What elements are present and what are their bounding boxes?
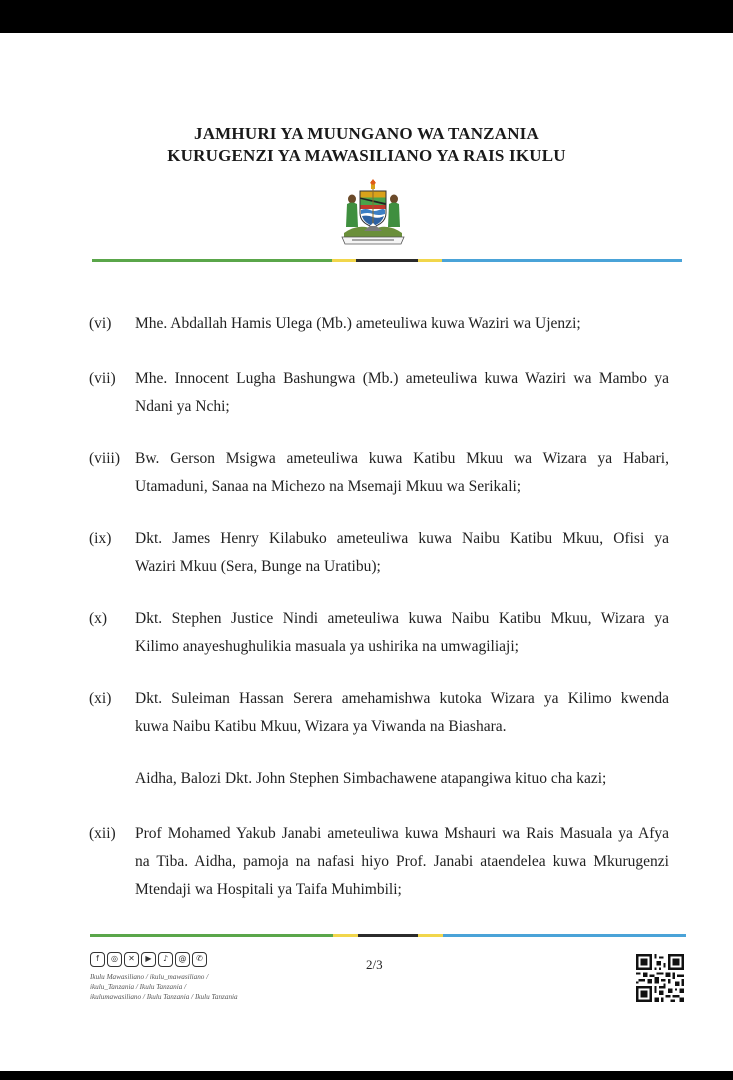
divider-segment bbox=[418, 934, 443, 937]
header-divider bbox=[92, 259, 682, 262]
header-line-2: KURUGENZI YA MAWASILIANO YA RAIS IKULU bbox=[167, 146, 566, 165]
divider-segment bbox=[358, 934, 418, 937]
item-line: Bw. Gerson Msigwa ameteuliwa kuwa Katibu Mkuu wa Wizara ya Habari, bbox=[135, 450, 669, 467]
top-black-bar bbox=[0, 0, 733, 33]
item-line: Mtendaji wa Hospitali ya Taifa Muhimbili; bbox=[135, 881, 402, 898]
coat-of-arms-icon bbox=[338, 179, 408, 249]
handles-line: ikulumawasiliano / Ikulu Tanzania / Ikulu Tanzania bbox=[90, 993, 238, 1001]
page-number: 2/3 bbox=[366, 957, 383, 972]
item-text bbox=[135, 310, 669, 338]
whatsapp-icon[interactable]: ✆ bbox=[192, 952, 207, 967]
item-text bbox=[135, 525, 669, 581]
item-line: Ndani ya Nchi; bbox=[135, 398, 230, 415]
item-text bbox=[135, 605, 669, 661]
item-line: Dkt. Stephen Justice Nindi ameteuliwa kuwa Naibu Katibu Mkuu, Wizara ya bbox=[135, 610, 669, 627]
qr-code-icon[interactable] bbox=[636, 954, 684, 1002]
handles-line: Ikulu Mawasiliano / ikulu_mawasiliano / bbox=[90, 973, 209, 981]
item-line: Mhe. Abdallah Hamis Ulega (Mb.) ameteuliwa kuwa Waziri wa Ujenzi; bbox=[135, 315, 581, 332]
item-number: (ix) bbox=[89, 530, 112, 547]
divider-segment bbox=[443, 934, 686, 937]
item-line: Waziri Mkuu (Sera, Bunge na Uratibu); bbox=[135, 558, 381, 575]
handles-line: ikulu_Tanzania / Ikulu Tanzania / bbox=[90, 983, 187, 991]
youtube-icon[interactable]: ▶ bbox=[141, 952, 156, 967]
header-line-1: JAMHURI YA MUUNGANO WA TANZANIA bbox=[194, 124, 539, 143]
facebook-icon[interactable]: f bbox=[90, 952, 105, 967]
divider-segment bbox=[442, 259, 682, 262]
document-page bbox=[0, 33, 733, 1071]
item-number: (xi) bbox=[89, 690, 112, 707]
divider-segment bbox=[332, 259, 356, 262]
item-text bbox=[135, 820, 669, 904]
item-text bbox=[135, 685, 669, 741]
item-line: kuwa Naibu Katibu Mkuu, Wizara ya Viwanda na Biashara. bbox=[135, 718, 507, 735]
item-number: (vii) bbox=[89, 370, 116, 387]
letterhead bbox=[0, 123, 733, 167]
item-text bbox=[135, 765, 669, 793]
tiktok-icon[interactable]: ♪ bbox=[158, 952, 173, 967]
item-line: Aidha, Balozi Dkt. John Stephen Simbachawene atapangiwa kituo cha kazi; bbox=[135, 770, 607, 787]
item-number: (xii) bbox=[89, 825, 116, 842]
item-text bbox=[135, 365, 669, 421]
item-line: Prof Mohamed Yakub Janabi ameteuliwa kuwa Mshauri wa Rais Masuala ya Afya bbox=[135, 825, 669, 842]
divider-segment bbox=[92, 259, 332, 262]
item-text bbox=[135, 445, 669, 501]
item-number: (x) bbox=[89, 610, 108, 627]
item-line: Utamaduni, Sanaa na Michezo na Msemaji Mkuu wa Serikali; bbox=[135, 478, 522, 495]
social-icons bbox=[90, 952, 207, 967]
item-line: Kilimo anayeshughulikia masuala ya ushirika na umwagiliaji; bbox=[135, 638, 519, 655]
item-line: Dkt. Suleiman Hassan Serera amehamishwa kutoka Wizara ya Kilimo kwenda bbox=[135, 690, 669, 707]
threads-icon[interactable]: @ bbox=[175, 952, 190, 967]
item-line: Dkt. James Henry Kilabuko ameteuliwa kuwa Naibu Katibu Mkuu, Ofisi ya bbox=[135, 530, 669, 547]
divider-segment bbox=[333, 934, 358, 937]
divider-segment bbox=[356, 259, 418, 262]
instagram-icon[interactable]: ◎ bbox=[107, 952, 122, 967]
item-line: Mhe. Innocent Lugha Bashungwa (Mb.) ameteuliwa kuwa Waziri wa Mambo ya bbox=[135, 370, 669, 387]
x-icon[interactable]: ✕ bbox=[124, 952, 139, 967]
divider-segment bbox=[418, 259, 442, 262]
footer-divider bbox=[90, 934, 686, 937]
divider-segment bbox=[90, 934, 333, 937]
item-number: (viii) bbox=[89, 450, 120, 467]
item-line: na Tiba. Aidha, pamoja na nafasi hiyo Prof. Janabi ataendelea kuwa Mkurugenzi bbox=[135, 853, 669, 870]
social-handles bbox=[90, 972, 280, 1002]
item-number: (vi) bbox=[89, 315, 112, 332]
bottom-black-bar bbox=[0, 1071, 733, 1080]
